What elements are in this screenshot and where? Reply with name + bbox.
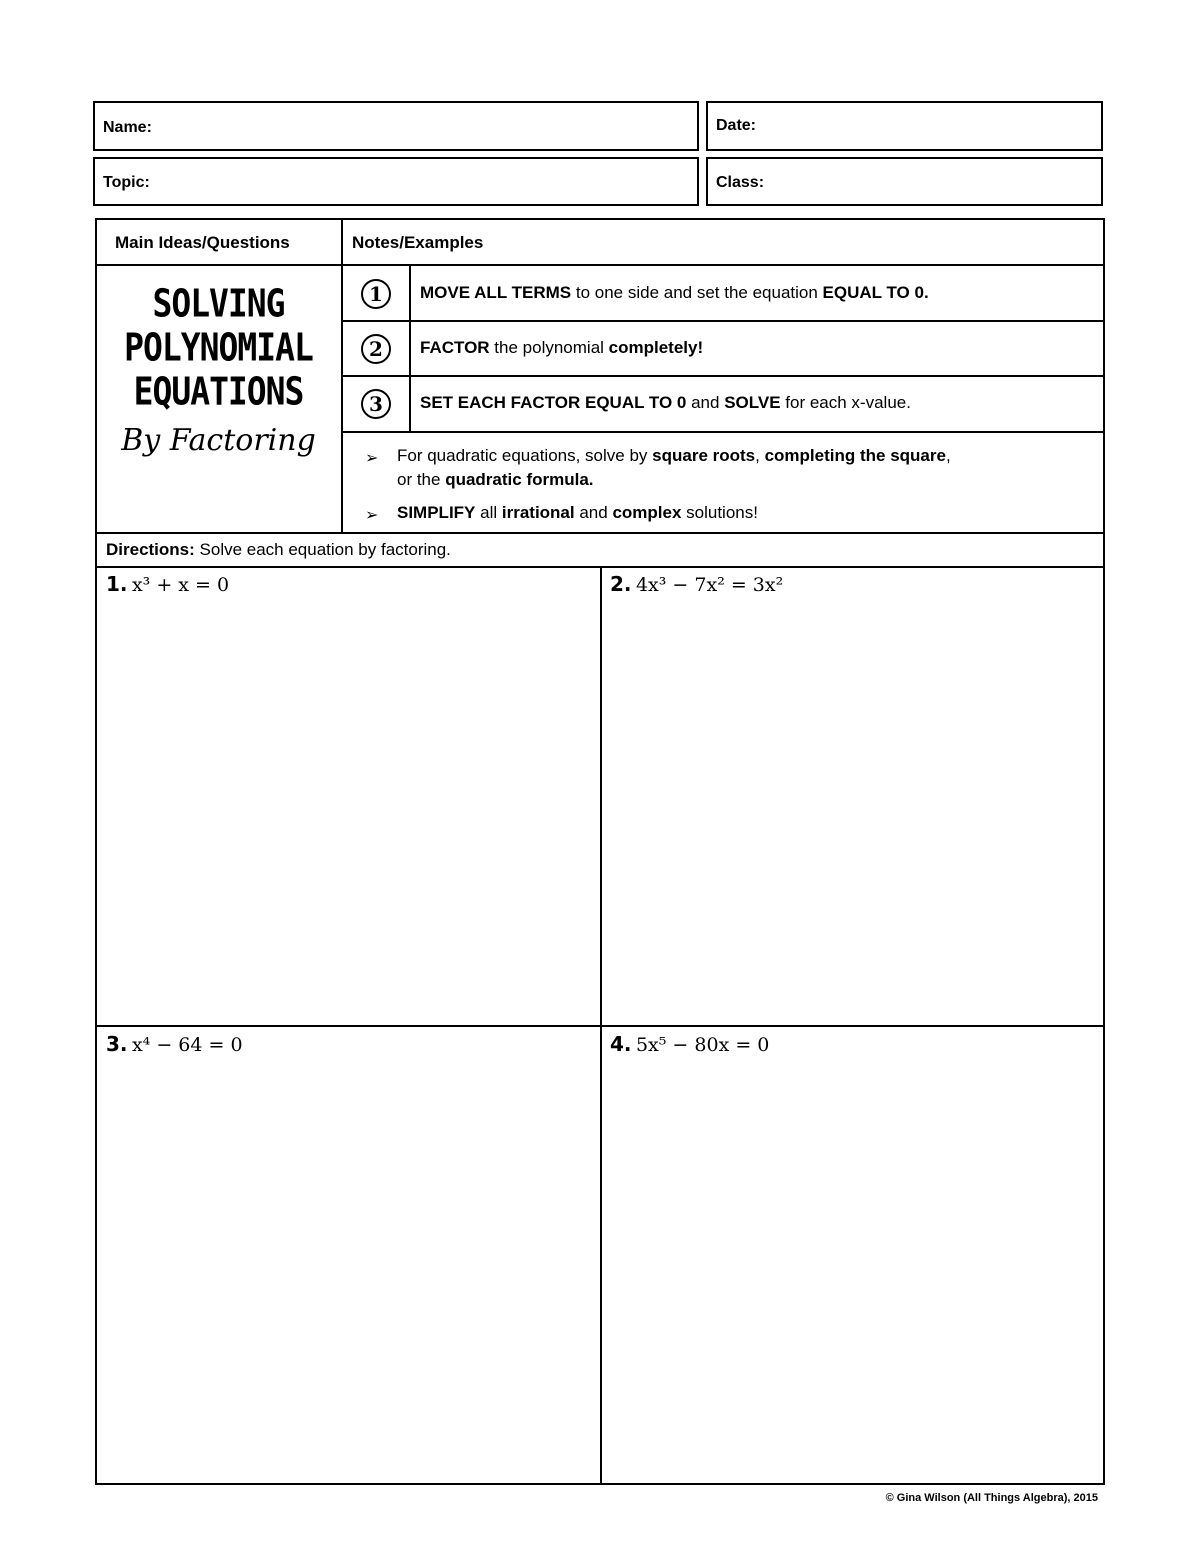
step-2-number-icon: 2 — [361, 334, 391, 364]
work-area-problem-1[interactable] — [99, 600, 597, 1023]
class-field[interactable] — [706, 157, 1103, 206]
step-3-text: SET EACH FACTOR EQUAL TO 0 and SOLVE for each x-value. — [420, 393, 911, 412]
arrow-bullet-icon: ➢ — [365, 507, 379, 524]
class-label: Class: — [716, 174, 765, 191]
problem-2: 2. 4x³ − 7x² = 3x² — [610, 572, 784, 596]
step-1-text: MOVE ALL TERMS to one side and set the equation EQUAL TO 0. — [420, 283, 929, 302]
divider — [409, 264, 411, 432]
divider — [341, 375, 1103, 377]
title-line-3: EQUATIONS — [133, 369, 304, 414]
problem-1-equation: x³ + x = 0 — [131, 574, 230, 596]
title-subtitle: By Factoring — [121, 423, 316, 458]
divider — [341, 320, 1103, 322]
divider — [97, 264, 1103, 266]
column-header-main-ideas: Main Ideas/Questions — [115, 233, 290, 252]
work-area-problem-2[interactable] — [604, 600, 1101, 1023]
bullet-quadratic-line-1: For quadratic equations, solve by square roots, completing the square, — [397, 446, 951, 465]
work-area-problem-4[interactable] — [604, 1060, 1101, 1480]
divider — [341, 431, 1103, 433]
problem-2-equation: 4x³ − 7x² = 3x² — [635, 574, 784, 596]
problem-3-equation: x⁴ − 64 = 0 — [131, 1034, 243, 1056]
arrow-bullet-icon: ➢ — [365, 450, 379, 467]
bullet-simplify: SIMPLIFY all irrational and complex solutions! — [397, 503, 758, 522]
divider — [97, 1025, 1103, 1027]
name-label: Name: — [103, 119, 152, 136]
directions: Directions: Solve each equation by factoring. — [106, 540, 451, 559]
problem-1: 1. x³ + x = 0 — [106, 572, 230, 596]
date-label: Date: — [716, 117, 757, 134]
step-1-number-icon: 1 — [361, 279, 391, 309]
title-line-2: POLYNOMIAL — [124, 325, 313, 370]
divider — [97, 532, 1103, 534]
column-header-notes: Notes/Examples — [352, 233, 484, 252]
bullet-quadratic-line-2: or the quadratic formula. — [397, 470, 594, 489]
title-line-1: SOLVING — [152, 281, 285, 326]
problem-4: 4. 5x⁵ − 80x = 0 — [610, 1032, 770, 1056]
topic-label: Topic: — [103, 174, 150, 191]
step-2-text: FACTOR the polynomial completely! — [420, 338, 704, 357]
copyright-footer: © Gina Wilson (All Things Algebra), 2015 — [885, 1492, 1098, 1504]
name-field[interactable] — [93, 101, 699, 151]
problem-3: 3. x⁴ − 64 = 0 — [106, 1032, 243, 1056]
notes-table — [95, 218, 1105, 1485]
problem-4-equation: 5x⁵ − 80x = 0 — [635, 1034, 770, 1056]
topic-field[interactable] — [93, 157, 699, 206]
work-area-problem-3[interactable] — [99, 1060, 597, 1480]
date-field[interactable] — [706, 101, 1103, 151]
step-3-number-icon: 3 — [361, 389, 391, 419]
